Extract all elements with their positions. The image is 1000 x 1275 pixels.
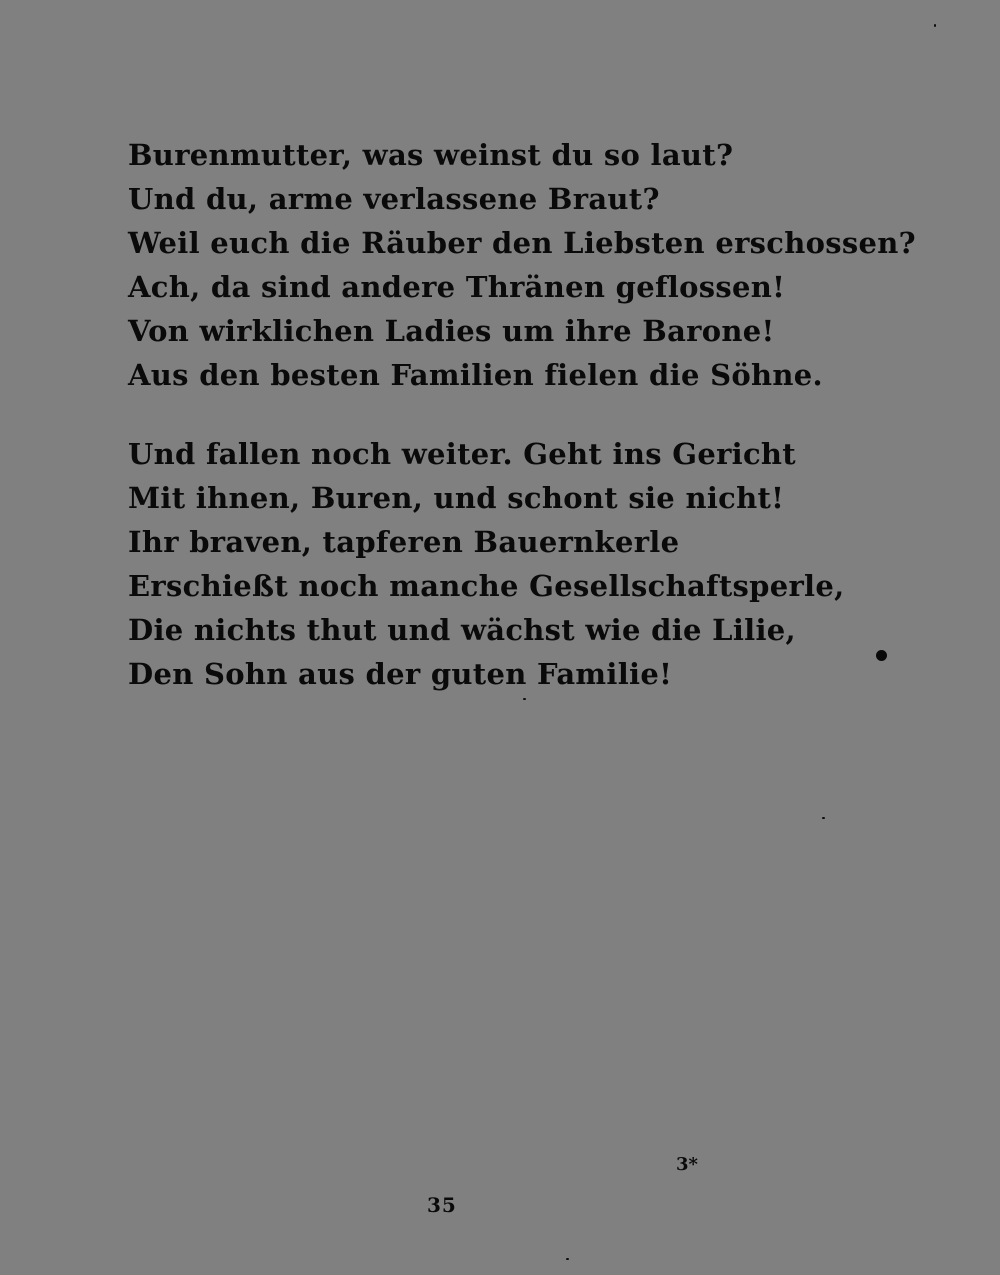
poem-stanza-1 — [128, 133, 916, 397]
poem-line: Die nichts thut und wächst wie die Lilie, — [128, 613, 796, 647]
poem-line: Und du, arme verlassene Braut? — [128, 182, 660, 216]
poem-line: Ach, da sind andere Thränen geflossen! — [128, 270, 786, 304]
poem-line: Burenmutter, was weinst du so laut? — [128, 138, 734, 172]
ink-speck — [566, 1258, 569, 1260]
poem-line: Und fallen noch weiter. Geht ins Gericht — [128, 437, 796, 471]
poem-stanza-2 — [128, 432, 845, 696]
poem-line: Erschießt noch manche Gesellschaftsperle, — [128, 569, 845, 603]
signature-mark: 3* — [676, 1154, 698, 1175]
ink-speck — [876, 650, 887, 661]
poem-line: Von wirklichen Ladies um ihre Barone! — [128, 314, 775, 348]
poem-line: Ihr braven, tapferen Bauernkerle — [128, 525, 680, 559]
poem-line: Weil euch die Räuber den Liebsten erschossen? — [128, 226, 916, 260]
poem-line: Den Sohn aus der guten Familie! — [128, 657, 673, 691]
page-number: 35 — [427, 1193, 457, 1217]
poem-line: Aus den besten Familien fielen die Söhne. — [128, 358, 823, 392]
ink-speck — [822, 817, 825, 819]
ink-speck — [934, 24, 936, 27]
ink-speck — [523, 698, 526, 700]
poem-line: Mit ihnen, Buren, und schont sie nicht! — [128, 481, 785, 515]
